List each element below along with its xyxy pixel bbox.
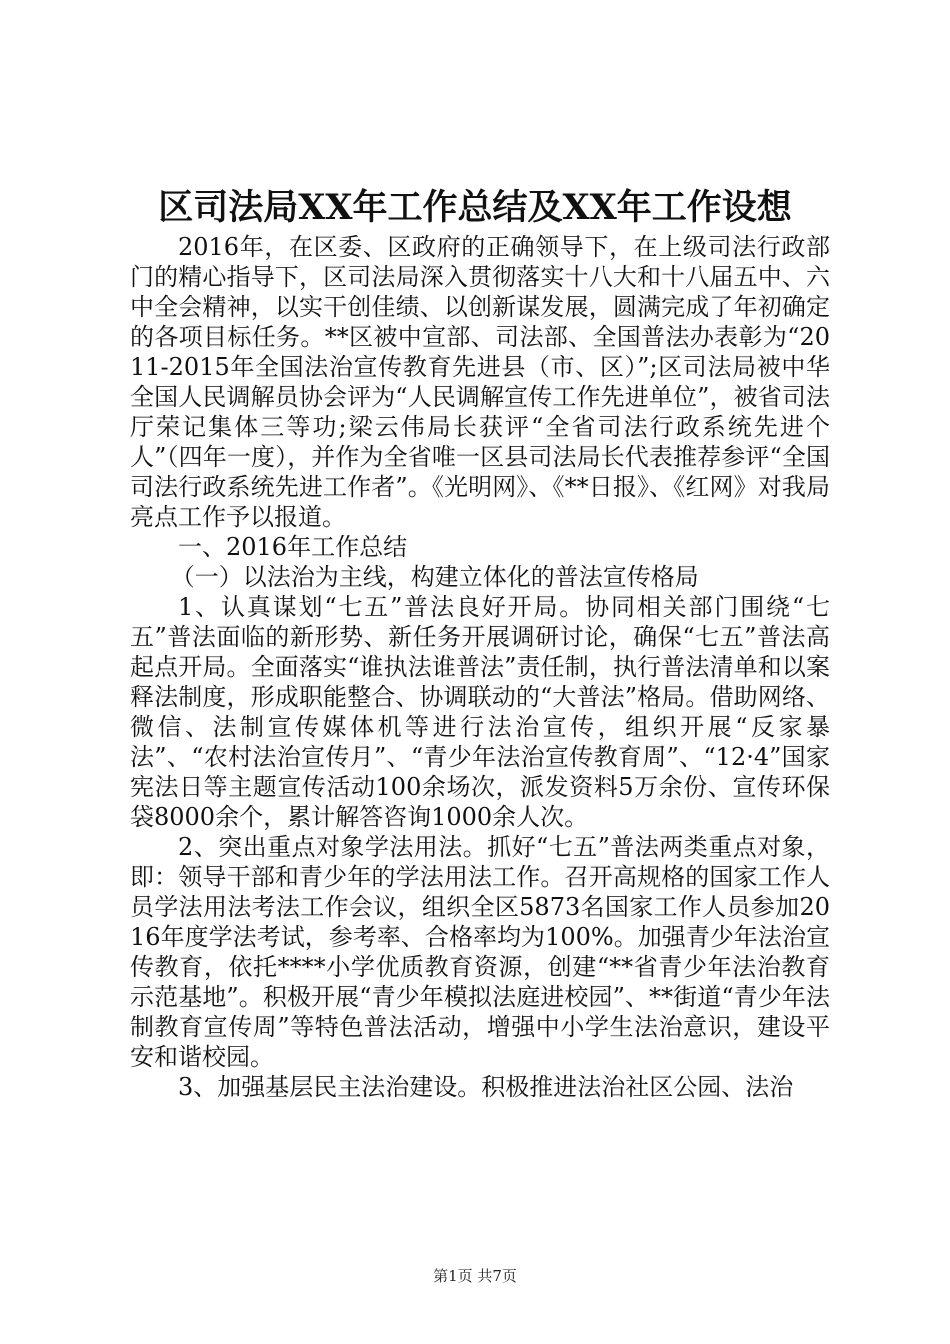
document-body xyxy=(130,232,830,1102)
page-footer: 第1页 共7页 xyxy=(433,1267,517,1285)
subsection-heading: （一）以法治为主线，构建立体化的普法宣传格局 xyxy=(170,563,699,591)
body-paragraph-1: 1、认真谋划“七五”普法良好开局。协同相关部门围绕“七五”普法面临的新形势、新任务开展调研讨论，确保“七五”普法高起点开局。全面落实“谁执法谁普法”责任制，执行普法清单和以案释法制度，形成职能整合、协调联动的“大普法”格局。借助网络、微信、法制宣传媒体机等进行法治宣传，组织开展“反家暴法”、“农村法治宣传月”、“青少年法治宣传教育周”、“12·4”国家宪法日等主题宣传活动100余场次，派发资料5万余份、宣传环保袋8000余个，累计解答咨询1000余人次。 xyxy=(130,593,830,831)
intro-paragraph: 2016年，在区委、区政府的正确领导下，在上级司法行政部门的精心指导下，区司法局深入贯彻落实十八大和十八届五中、六中全会精神，以实干创佳绩、以创新谋发展，圆满完成了年初确定的各项目标任务。**区被中宣部、司法部、全国普法办表彰为“2011-2015年全国法治宣传教育先进县（市、区）”;区司法局被中华全国人民调解员协会评为“人民调解宣传工作先进单位”，被省司法厅荣记集体三等功;梁云伟局长获评“全省司法行政系统先进个人”（四年一度），并作为全省唯一区县司法局长代表推荐参评“全国司法行政系统先进工作者”。《光明网》、《**日报》、《红网》对我局亮点工作予以报道。 xyxy=(130,233,830,531)
body-paragraph-2: 2、突出重点对象学法用法。抓好“七五”普法两类重点对象，即：领导干部和青少年的学法用法工作。召开高规格的国家工作人员学法用法考法工作会议，组织全区5873名国家工作人员参加2016年度学法考试，参考率、合格率均为100%。加强青少年法治宣传教育，依托****小学优质教育资源，创建“**省青少年法治教育示范基地”。积极开展“青少年模拟法庭进校园”、**街道“青少年法制教育宣传周”等特色普法活动，增强中小学生法治意识，建设平安和谐校园。 xyxy=(130,833,830,1071)
document-title: 区司法局XX年工作总结及XX年工作设想 xyxy=(158,187,792,228)
section-heading: 一、2016年工作总结 xyxy=(178,533,408,561)
body-paragraph-3: 3、加强基层民主法治建设。积极推进法治社区公园、法治 xyxy=(178,1073,794,1101)
